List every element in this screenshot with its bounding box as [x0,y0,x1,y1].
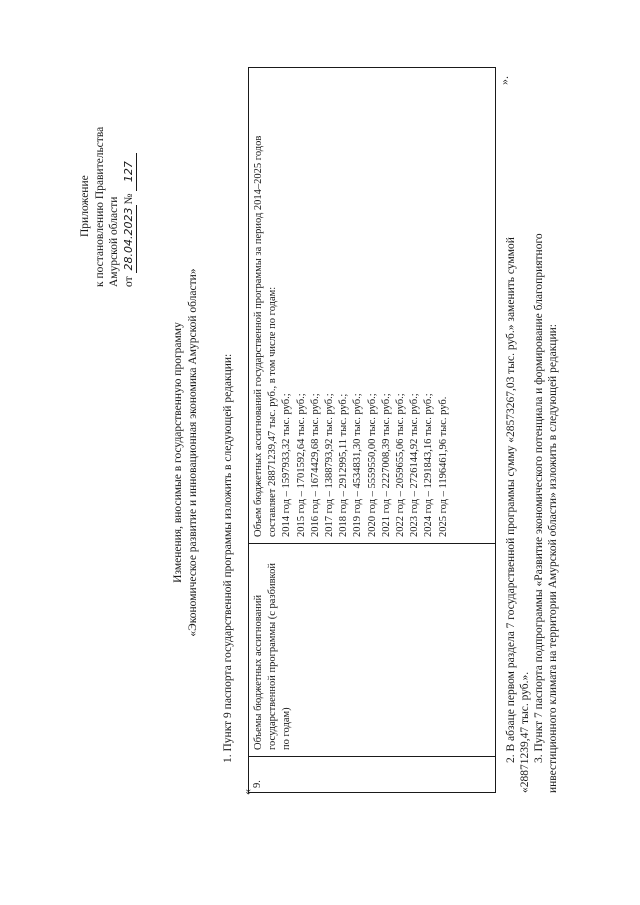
approval-number-handwritten: 127 [122,153,138,191]
table-value-line: 2018 год – 2912995,11 тыс. руб.; [338,393,350,537]
approval-date-handwritten: 28.04.2023 [122,205,138,274]
approval-region-line: Амурской области [108,196,120,287]
approval-heading: Приложение [79,175,91,237]
table-divider-values [249,543,495,544]
item2-line1: 2. В абзаце первом раздела 7 государственной программы сумму «28573267,03 тыс. руб.» заменить суммой [505,237,517,763]
table-cell-number: 9. [252,780,263,788]
table-cell-values [252,71,451,537]
passport-table [248,67,496,793]
item3-line2: инвестиционного климата на территории Амурской области» изложить в следующей редакции: [547,324,559,793]
table-cell-name: Объемы бюджетных ассигнований государственной программы (с разбивкой по годам) [253,563,293,750]
item1-text: 1. Пункт 9 паспорта государственной программы изложить в следующей редакции: [222,353,234,763]
item2-line2: «28871239,47 тыс. руб.». [519,671,531,793]
table-value-line: 2019 год – 4534831,30 тыс. руб.; [352,393,364,537]
table-divider-number [249,756,495,757]
item3-line1: 3. Пункт 7 паспорта подпрограммы «Развитие экономического потенциала и формирование благоприятного [533,233,545,763]
table-value-line: 2022 год – 2059655,06 тыс. руб.; [395,393,407,537]
approval-number-label: № [122,193,135,205]
table-value-line: 2025 год – 1196461,96 тыс. руб. [437,396,449,537]
document-title-line2: «Экономическое развитие и инновационная экономика Амурской области» [187,268,199,637]
table-value-line: 2023 год – 2726144,92 тыс. руб.; [409,393,421,537]
table-value-line: 2021 год – 2227008,39 тыс. руб.; [380,393,392,537]
table-value-line: 2024 год – 1291843,16 тыс. руб.; [423,393,435,537]
approval-decree-line: к постановлению Правительства [93,126,106,287]
approval-block [78,57,137,287]
table-value-line: Объем бюджетных ассигнований государственной программы за период 2014–2025 годов [253,135,264,537]
table-value-line: 2017 год – 1388793,92 тыс. руб.; [324,393,336,537]
document-title-line1: Изменения, вносимые в государственную программу [172,322,184,583]
table-value-line: составляет 28871239,47 тыс. руб., в том числе по годам: [267,286,279,537]
table-value-line: 2015 год – 1701592,64 тыс. руб.; [295,393,307,537]
table-value-line: 2020 год – 5559550,00 тыс. руб.; [366,393,378,537]
close-quote: ». [497,76,511,85]
approval-date-line [122,57,138,287]
approval-from-label: от [122,276,135,287]
table-value-line: 2016 год – 1674429,68 тыс. руб.; [309,393,321,537]
table-value-line: 2014 год – 1597933,32 тыс. руб.; [281,393,293,537]
open-quote: « [240,789,254,795]
